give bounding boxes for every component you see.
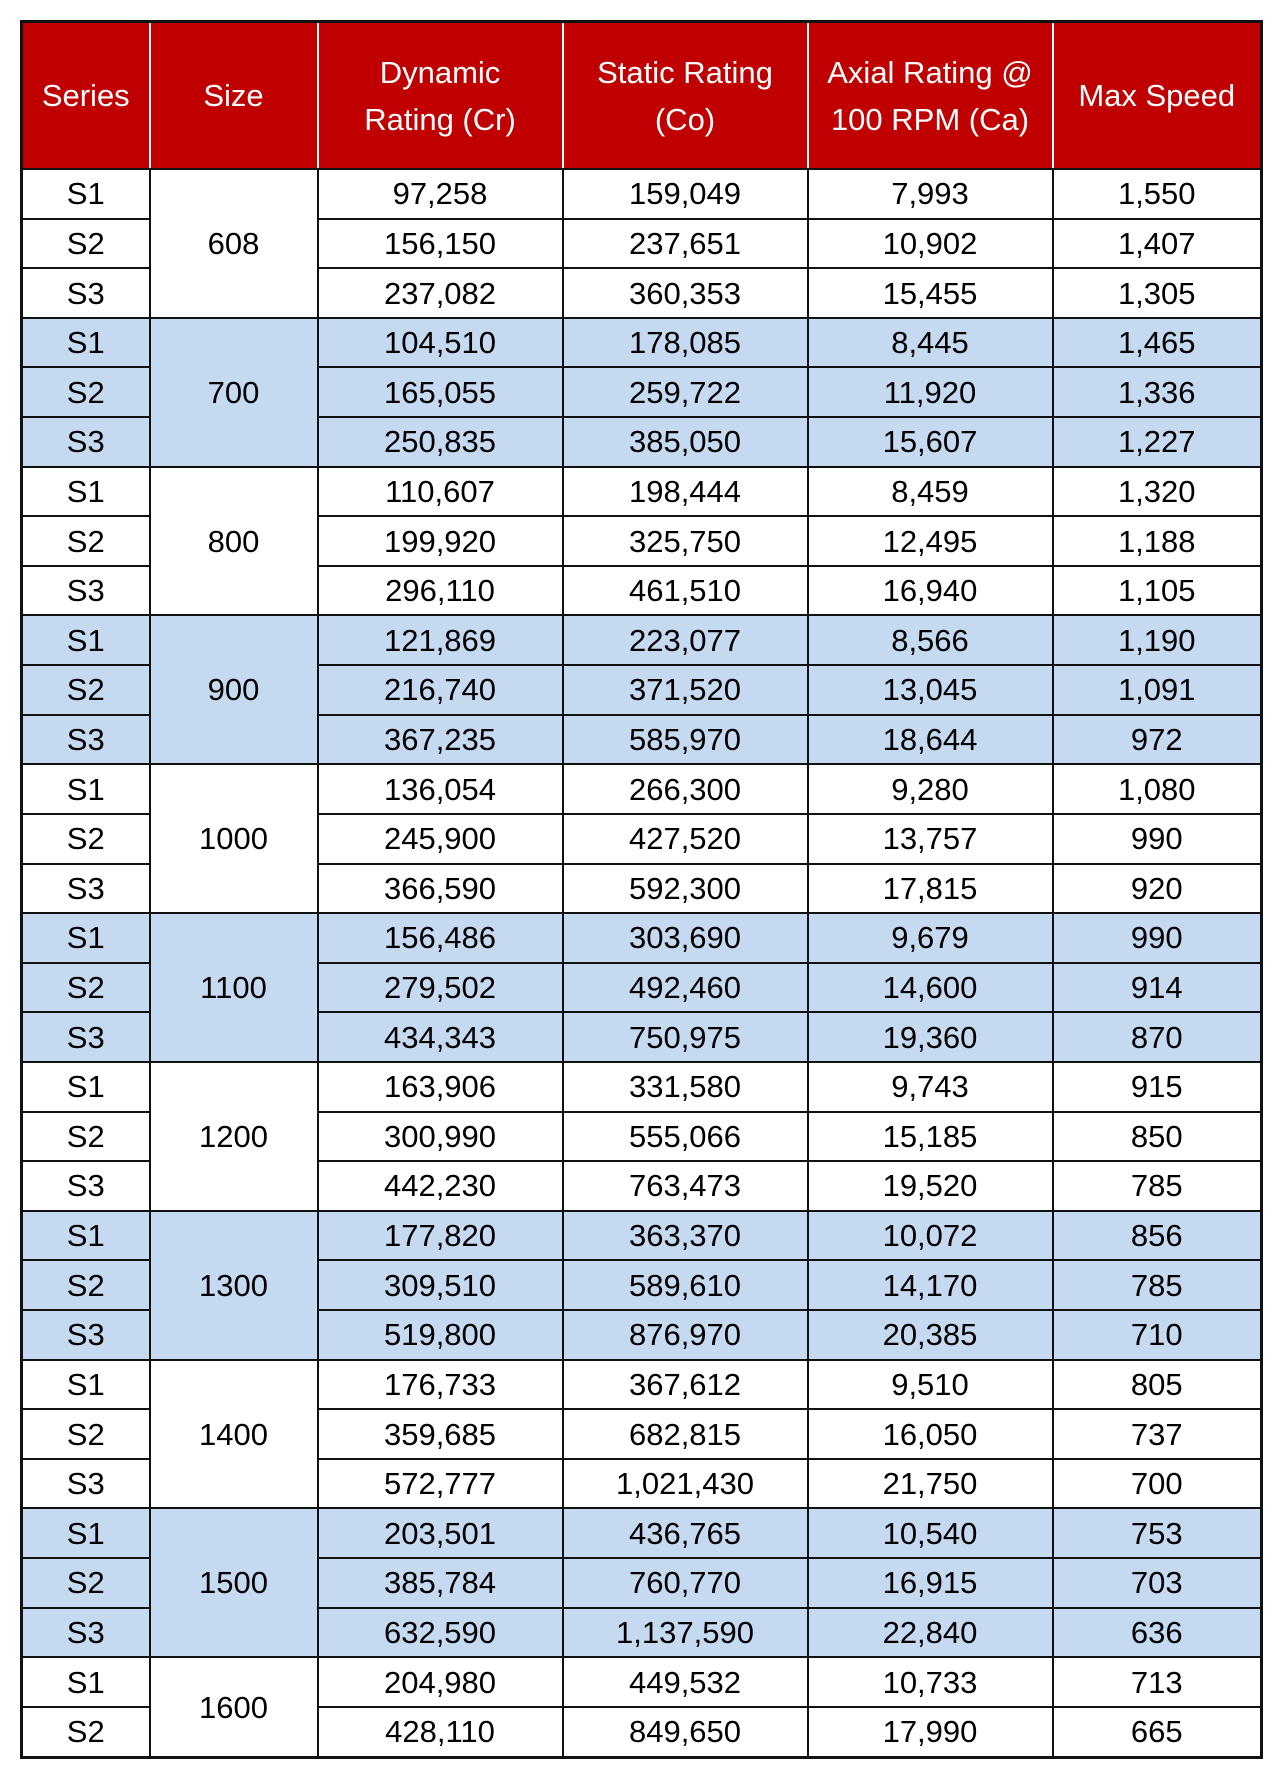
cell-series: S2 [22,814,150,864]
cell-series: S2 [22,367,150,417]
cell-size: 1400 [150,1360,318,1509]
cell-size: 1500 [150,1508,318,1657]
header-axial-rating: Axial Rating @ 100 RPM (Ca) [808,22,1053,170]
cell-axial-rating: 19,360 [808,1012,1053,1062]
cell-axial-rating: 10,902 [808,219,1053,269]
cell-series: S1 [22,615,150,665]
cell-static-rating: 259,722 [563,367,808,417]
cell-dynamic-rating: 156,150 [318,219,563,269]
cell-static-rating: 555,066 [563,1112,808,1162]
cell-dynamic-rating: 442,230 [318,1161,563,1211]
cell-static-rating: 461,510 [563,566,808,616]
header-size: Size [150,22,318,170]
cell-static-rating: 876,970 [563,1310,808,1360]
cell-axial-rating: 16,050 [808,1409,1053,1459]
cell-axial-rating: 18,644 [808,715,1053,765]
cell-max-speed: 1,550 [1053,169,1262,219]
cell-max-speed: 785 [1053,1161,1262,1211]
cell-max-speed: 1,305 [1053,268,1262,318]
cell-axial-rating: 14,170 [808,1260,1053,1310]
cell-series: S2 [22,665,150,715]
cell-static-rating: 492,460 [563,963,808,1013]
cell-static-rating: 198,444 [563,467,808,517]
cell-axial-rating: 11,920 [808,367,1053,417]
cell-series: S2 [22,1558,150,1608]
cell-static-rating: 1,137,590 [563,1608,808,1658]
cell-series: S3 [22,1608,150,1658]
cell-size: 1300 [150,1211,318,1360]
cell-max-speed: 713 [1053,1657,1262,1707]
cell-dynamic-rating: 250,835 [318,417,563,467]
cell-series: S3 [22,1161,150,1211]
cell-axial-rating: 12,495 [808,516,1053,566]
cell-static-rating: 589,610 [563,1260,808,1310]
cell-axial-rating: 17,990 [808,1707,1053,1758]
cell-max-speed: 972 [1053,715,1262,765]
cell-max-speed: 850 [1053,1112,1262,1162]
cell-dynamic-rating: 385,784 [318,1558,563,1608]
cell-axial-rating: 9,510 [808,1360,1053,1410]
cell-dynamic-rating: 216,740 [318,665,563,715]
cell-static-rating: 360,353 [563,268,808,318]
table-body [22,169,1262,1758]
cell-max-speed: 665 [1053,1707,1262,1758]
cell-series: S3 [22,1012,150,1062]
cell-max-speed: 856 [1053,1211,1262,1261]
cell-max-speed: 1,336 [1053,367,1262,417]
cell-axial-rating: 17,815 [808,864,1053,914]
cell-static-rating: 427,520 [563,814,808,864]
cell-dynamic-rating: 359,685 [318,1409,563,1459]
cell-max-speed: 1,227 [1053,417,1262,467]
cell-max-speed: 1,080 [1053,764,1262,814]
cell-static-rating: 760,770 [563,1558,808,1608]
cell-static-rating: 159,049 [563,169,808,219]
cell-dynamic-rating: 121,869 [318,615,563,665]
cell-max-speed: 920 [1053,864,1262,914]
cell-max-speed: 1,465 [1053,318,1262,368]
cell-static-rating: 750,975 [563,1012,808,1062]
cell-max-speed: 1,190 [1053,615,1262,665]
cell-size: 1100 [150,913,318,1062]
cell-dynamic-rating: 632,590 [318,1608,563,1658]
cell-series: S3 [22,1310,150,1360]
cell-max-speed: 1,320 [1053,467,1262,517]
cell-static-rating: 1,021,430 [563,1459,808,1509]
cell-series: S1 [22,318,150,368]
header-row [22,22,1262,170]
table-row [22,169,1262,219]
cell-axial-rating: 14,600 [808,963,1053,1013]
cell-series: S2 [22,1260,150,1310]
cell-static-rating: 331,580 [563,1062,808,1112]
cell-static-rating: 449,532 [563,1657,808,1707]
header-dynamic-rating: Dynamic Rating (Cr) [318,22,563,170]
cell-size: 1600 [150,1657,318,1757]
bearing-ratings-table [20,20,1263,1759]
cell-series: S3 [22,417,150,467]
cell-static-rating: 682,815 [563,1409,808,1459]
cell-series: S1 [22,1360,150,1410]
table-row [22,1062,1262,1112]
cell-series: S1 [22,467,150,517]
cell-dynamic-rating: 177,820 [318,1211,563,1261]
cell-max-speed: 785 [1053,1260,1262,1310]
cell-size: 700 [150,318,318,467]
cell-max-speed: 990 [1053,913,1262,963]
table-row [22,1657,1262,1707]
cell-static-rating: 585,970 [563,715,808,765]
cell-dynamic-rating: 296,110 [318,566,563,616]
cell-size: 900 [150,615,318,764]
cell-static-rating: 385,050 [563,417,808,467]
cell-series: S2 [22,1112,150,1162]
cell-axial-rating: 8,566 [808,615,1053,665]
cell-static-rating: 363,370 [563,1211,808,1261]
table-row [22,764,1262,814]
table-row [22,615,1262,665]
cell-max-speed: 990 [1053,814,1262,864]
cell-axial-rating: 10,072 [808,1211,1053,1261]
table-row [22,1211,1262,1261]
cell-series: S3 [22,1459,150,1509]
cell-dynamic-rating: 572,777 [318,1459,563,1509]
cell-series: S1 [22,1211,150,1261]
cell-series: S3 [22,268,150,318]
cell-series: S2 [22,1409,150,1459]
cell-dynamic-rating: 300,990 [318,1112,563,1162]
cell-size: 1000 [150,764,318,913]
cell-axial-rating: 10,733 [808,1657,1053,1707]
cell-static-rating: 178,085 [563,318,808,368]
cell-dynamic-rating: 110,607 [318,467,563,517]
cell-max-speed: 1,407 [1053,219,1262,269]
cell-axial-rating: 15,455 [808,268,1053,318]
cell-max-speed: 703 [1053,1558,1262,1608]
cell-static-rating: 849,650 [563,1707,808,1758]
cell-dynamic-rating: 237,082 [318,268,563,318]
cell-series: S1 [22,1508,150,1558]
table-row [22,913,1262,963]
cell-dynamic-rating: 156,486 [318,913,563,963]
cell-max-speed: 1,105 [1053,566,1262,616]
cell-series: S3 [22,864,150,914]
cell-series: S1 [22,169,150,219]
cell-max-speed: 915 [1053,1062,1262,1112]
cell-series: S2 [22,516,150,566]
table-row [22,1508,1262,1558]
cell-axial-rating: 15,607 [808,417,1053,467]
cell-series: S2 [22,1707,150,1758]
cell-series: S3 [22,566,150,616]
cell-axial-rating: 9,679 [808,913,1053,963]
cell-series: S2 [22,219,150,269]
cell-static-rating: 436,765 [563,1508,808,1558]
cell-dynamic-rating: 519,800 [318,1310,563,1360]
cell-dynamic-rating: 176,733 [318,1360,563,1410]
cell-axial-rating: 20,385 [808,1310,1053,1360]
cell-static-rating: 266,300 [563,764,808,814]
cell-dynamic-rating: 104,510 [318,318,563,368]
cell-max-speed: 805 [1053,1360,1262,1410]
cell-series: S1 [22,1657,150,1707]
cell-max-speed: 870 [1053,1012,1262,1062]
cell-axial-rating: 13,045 [808,665,1053,715]
cell-axial-rating: 16,915 [808,1558,1053,1608]
cell-max-speed: 737 [1053,1409,1262,1459]
cell-static-rating: 371,520 [563,665,808,715]
cell-dynamic-rating: 163,906 [318,1062,563,1112]
cell-dynamic-rating: 366,590 [318,864,563,914]
cell-dynamic-rating: 97,258 [318,169,563,219]
cell-axial-rating: 8,459 [808,467,1053,517]
header-static-rating: Static Rating (Co) [563,22,808,170]
cell-series: S1 [22,1062,150,1112]
cell-axial-rating: 9,743 [808,1062,1053,1112]
cell-static-rating: 367,612 [563,1360,808,1410]
cell-dynamic-rating: 203,501 [318,1508,563,1558]
cell-max-speed: 753 [1053,1508,1262,1558]
cell-dynamic-rating: 136,054 [318,764,563,814]
cell-dynamic-rating: 367,235 [318,715,563,765]
cell-axial-rating: 21,750 [808,1459,1053,1509]
cell-size: 800 [150,467,318,616]
cell-axial-rating: 8,445 [808,318,1053,368]
cell-dynamic-rating: 245,900 [318,814,563,864]
cell-axial-rating: 19,520 [808,1161,1053,1211]
cell-series: S1 [22,913,150,963]
cell-series: S1 [22,764,150,814]
cell-static-rating: 303,690 [563,913,808,963]
cell-max-speed: 914 [1053,963,1262,1013]
cell-dynamic-rating: 204,980 [318,1657,563,1707]
table-row [22,1360,1262,1410]
cell-dynamic-rating: 428,110 [318,1707,563,1758]
cell-dynamic-rating: 309,510 [318,1260,563,1310]
cell-max-speed: 1,091 [1053,665,1262,715]
cell-dynamic-rating: 199,920 [318,516,563,566]
cell-size: 608 [150,169,318,318]
cell-series: S3 [22,715,150,765]
header-series: Series [22,22,150,170]
header-max-speed: Max Speed [1053,22,1262,170]
cell-axial-rating: 7,993 [808,169,1053,219]
cell-dynamic-rating: 434,343 [318,1012,563,1062]
cell-static-rating: 763,473 [563,1161,808,1211]
cell-static-rating: 325,750 [563,516,808,566]
cell-static-rating: 223,077 [563,615,808,665]
table-row [22,318,1262,368]
cell-axial-rating: 16,940 [808,566,1053,616]
cell-max-speed: 1,188 [1053,516,1262,566]
cell-series: S2 [22,963,150,1013]
cell-max-speed: 636 [1053,1608,1262,1658]
cell-static-rating: 592,300 [563,864,808,914]
cell-dynamic-rating: 165,055 [318,367,563,417]
cell-axial-rating: 22,840 [808,1608,1053,1658]
cell-axial-rating: 10,540 [808,1508,1053,1558]
cell-axial-rating: 9,280 [808,764,1053,814]
cell-max-speed: 700 [1053,1459,1262,1509]
cell-axial-rating: 15,185 [808,1112,1053,1162]
cell-size: 1200 [150,1062,318,1211]
cell-axial-rating: 13,757 [808,814,1053,864]
table-header [22,22,1262,170]
cell-static-rating: 237,651 [563,219,808,269]
cell-dynamic-rating: 279,502 [318,963,563,1013]
table-row [22,467,1262,517]
cell-max-speed: 710 [1053,1310,1262,1360]
